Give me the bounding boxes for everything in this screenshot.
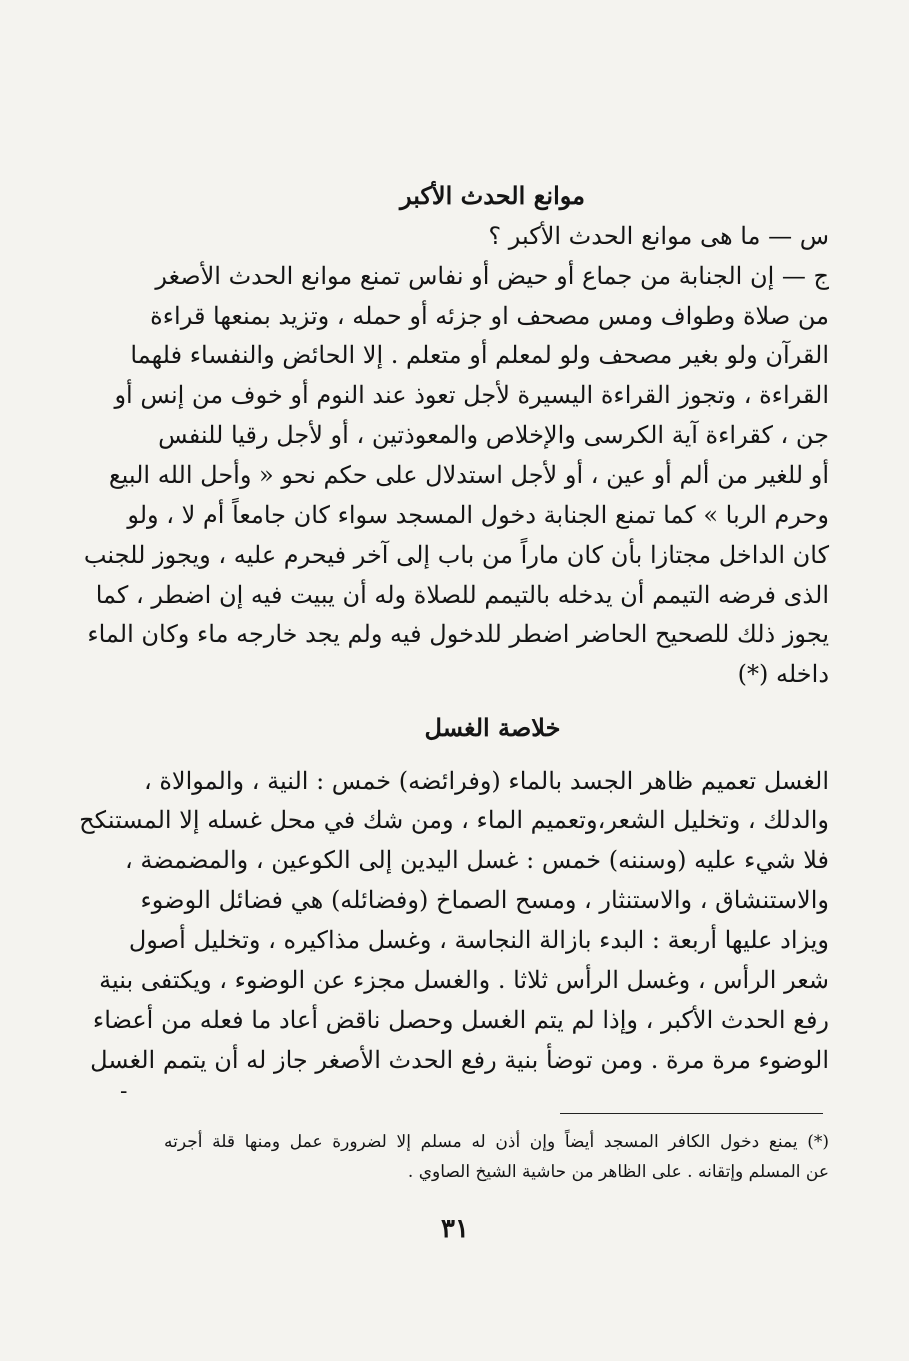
paragraph-line: من صلاة وطواف ومس مصحف او جزئه أو حمله ، وتزيد بمنعها قراءة bbox=[150, 302, 829, 330]
paragraph-line: والدلك ، وتخليل الشعر،وتعميم الماء ، ومن شك في محل غسله إلا المستنكح bbox=[79, 806, 829, 834]
paragraph-line: جن ، كقراءة آية الكرسى والإخلاص والمعوذتين ، أو لأجل رقيا للنفس bbox=[158, 421, 829, 449]
margin-mark: - bbox=[120, 1079, 128, 1104]
paragraph-line: يجوز ذلك للصحيح الحاضر اضطر للدخول فيه ولم يجد خارجه ماء وكان الماء bbox=[87, 620, 829, 648]
footnote-divider bbox=[560, 1113, 823, 1114]
paragraph-line: داخله (*) bbox=[737, 660, 829, 688]
page-number: ٣١ bbox=[441, 1214, 469, 1244]
footnote-line: (*) يمنع دخول الكافر المسجد أيضاً وإن أذن له مسلم إلا لضرورة عمل ومنها قلة أجرته bbox=[164, 1132, 829, 1152]
footnote-line: عن المسلم وإتقانه . على الظاهر من حاشية الشيخ الصاوي . bbox=[407, 1162, 829, 1182]
paragraph-line: الغسل تعميم ظاهر الجسد بالماء (وفرائضه) خمس : النية ، والموالاة ، bbox=[143, 767, 829, 795]
paragraph-line: القرآن ولو بغير مصحف ولو لمعلم أو متعلم . إلا الحائض والنفساء فلهما bbox=[130, 341, 829, 369]
section-heading-ghusl-summary: خلاصة الغسل bbox=[424, 713, 561, 742]
paragraph-line: فلا شيء عليه (وسننه) خمس : غسل اليدين إلى الكوعين ، والمضمضة ، bbox=[125, 846, 829, 874]
paragraph-line: والاستنشاق ، والاستنثار ، ومسح الصماخ (وفضائله) هي فضائل الوضوء bbox=[140, 886, 829, 914]
paragraph-line: الذى فرضه التيمم أن يدخله بالتيمم للصلاة وله أن يبيت فيه إن اضطر ، كما bbox=[95, 581, 829, 609]
paragraph-line: رفع الحدث الأكبر ، وإذا لم يتم الغسل وحصل ناقض أعاد ما فعله من أعضاء bbox=[92, 1006, 829, 1034]
paragraph-line: القراءة ، وتجوز القراءة اليسيرة لأجل تعوذ عند النوم أو خوف من إنس أو bbox=[114, 381, 829, 409]
paragraph-line: أو للغير من ألم أو عين ، أو لأجل استدلال على حكم نحو « وأحل الله البيع bbox=[108, 461, 829, 489]
paragraph-line: ويزاد عليها أربعة : البدء بازالة النجاسة ، وغسل مذاكيره ، وتخليل أصول bbox=[128, 926, 829, 954]
paragraph-line: كان الداخل مجتازا بأن كان ماراً من باب إلى آخر فيحرم عليه ، ويجوز للجنب bbox=[83, 541, 829, 569]
section-heading-major-impurity: موانع الحدث الأكبر bbox=[399, 181, 585, 210]
paragraph-line: شعر الرأس ، وغسل الرأس ثلاثا . والغسل مجزء عن الوضوء ، ويكتفى بنية bbox=[99, 966, 829, 994]
paragraph-line: الوضوء مرة مرة . ومن توضأ بنية رفع الحدث الأصغر جاز له أن يتمم الغسل bbox=[90, 1046, 829, 1074]
paragraph-line: وحرم الربا » كما تمنع الجنابة دخول المسجد سواء كان جامعاً أم لا ، ولو bbox=[127, 501, 829, 529]
paragraph-line: س — ما هى موانع الحدث الأكبر ؟ bbox=[488, 222, 829, 250]
paragraph-line: ج — إن الجنابة من جماع أو حيض أو نفاس تمنع موانع الحدث الأصغر bbox=[155, 262, 829, 290]
